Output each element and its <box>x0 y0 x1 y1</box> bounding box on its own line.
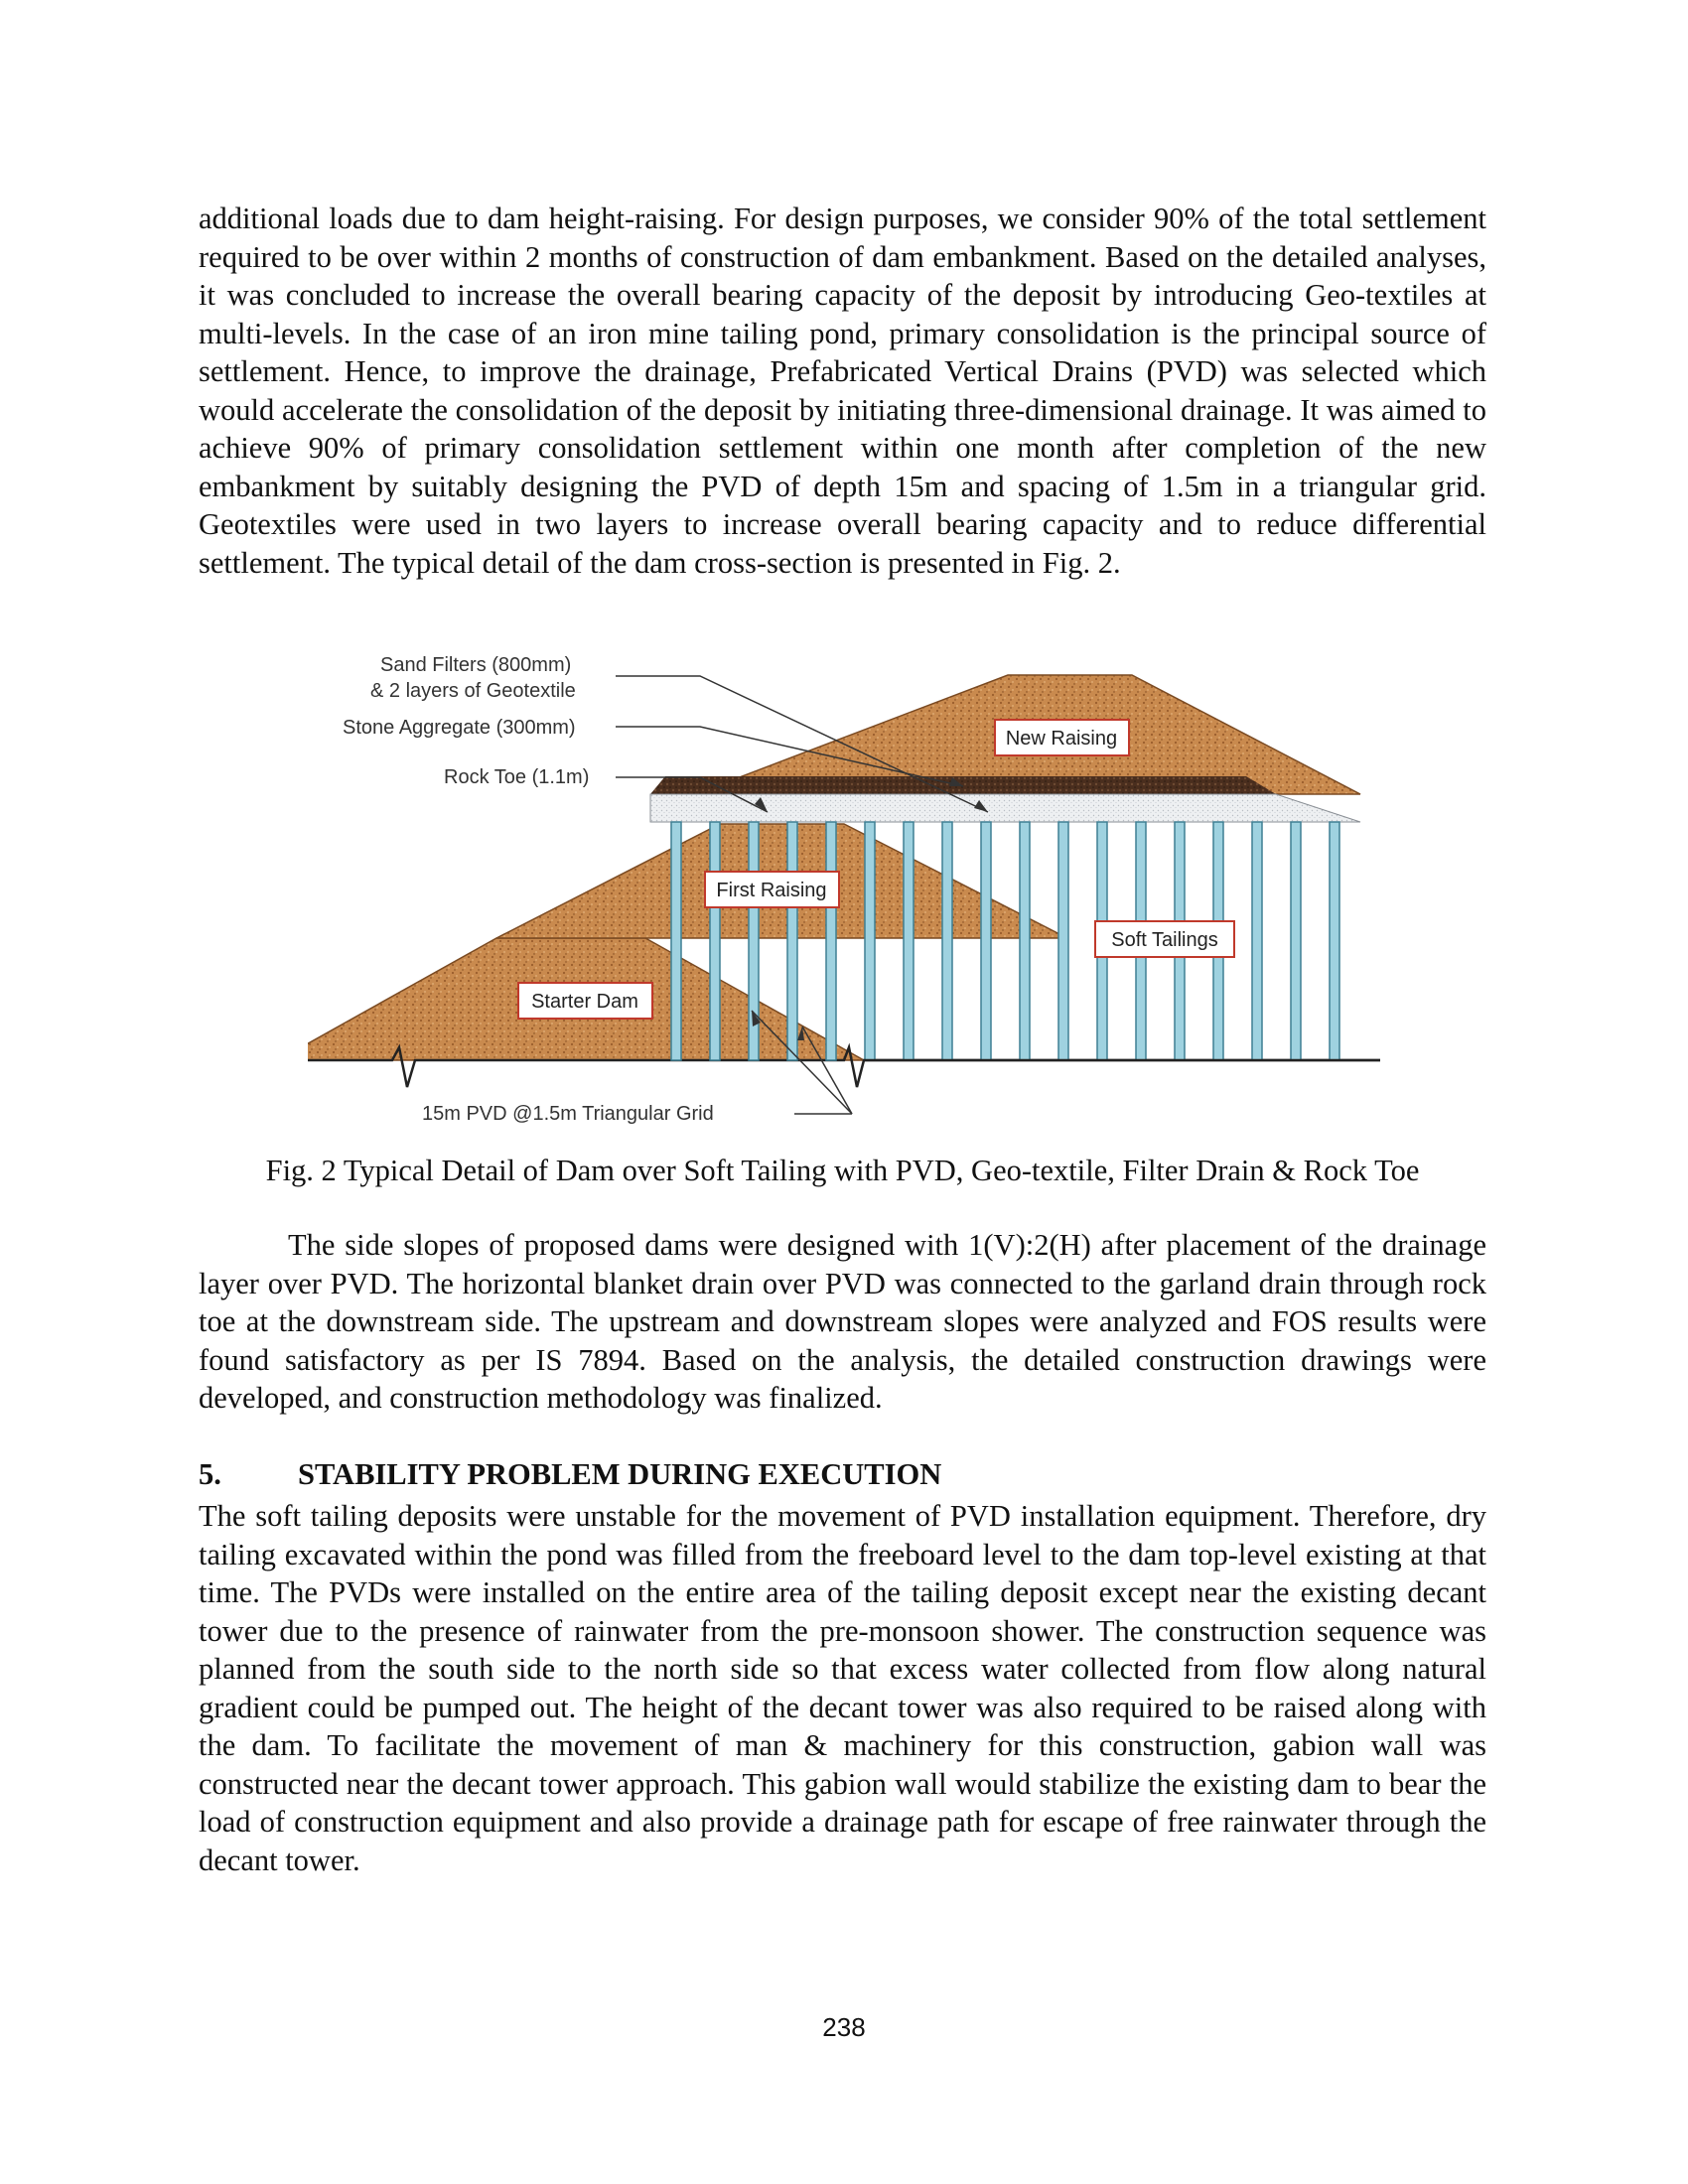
pvd-drain <box>1291 822 1301 1060</box>
figure-caption: Fig. 2 Typical Detail of Dam over Soft Tailing with PVD, Geo-textile, Filter Drain & Rock Toe <box>265 1154 1420 1187</box>
pvd-drain <box>1330 822 1339 1060</box>
section-heading <box>199 1455 941 1494</box>
label-stone-aggregate: Stone Aggregate (300mm) <box>343 717 576 739</box>
label-pvd: 15m PVD @1.5m Triangular Grid <box>422 1103 714 1125</box>
pvd-drain <box>671 822 681 1060</box>
label-new-raising: New Raising <box>1005 728 1118 750</box>
pvd-drain <box>1252 822 1262 1060</box>
paragraph-3: The soft tailing deposits were unstable for the movement of PVD installation equipment. Therefore, dry tailing excavated within the pond was filled from the freeboard level to the dam top-level existing at that time. The PVDs were installed on the entire area of the tailing deposit except near the existing decant tower due to the presence of rainwater from the pre-monsoon shower. The construction sequence was planned from the south side to the north side so that excess water collected from flow along natural gradient could be pumped out. The height of the decant tower was also required to be raised along with the dam. To facilitate the movement of man & machinery for this construction, gabion wall was constructed near the decant tower approach. This gabion wall would stabilize the existing dam to bear the load of construction equipment and also provide a drainage path for escape of free rainwater through the decant tower. <box>199 1499 1486 1877</box>
paragraph-2: The side slopes of proposed dams were designed with 1(V):2(H) after placement of the drainage layer over PVD. The horizontal blanket drain over PVD was connected to the garland drain through rock toe at the downstream side. The upstream and downstream slopes were analyzed and FOS results were found satisfactory as per IS 7894. Based on the analysis, the detailed construction drawings were developed, and construction methodology was finalized. <box>199 1228 1486 1415</box>
pvd-drain <box>710 822 720 1060</box>
label-soft-tailings: Soft Tailings <box>1111 929 1218 951</box>
label-starter-dam: Starter Dam <box>531 991 638 1013</box>
label-sand-filter-line1: Sand Filters (800mm) <box>380 654 572 676</box>
section-number: 5. <box>199 1457 221 1491</box>
pvd-drain <box>1020 822 1030 1060</box>
pvd-drain <box>865 822 875 1060</box>
pvd-drain <box>904 822 914 1060</box>
pvd-drain <box>942 822 952 1060</box>
paragraph-1: additional loads due to dam height-raising. For design purposes, we consider 90% of the total settlement required to be over within 2 months of construction of dam embankment. Based on the detailed analyses, it was concluded to increase the overall bearing capacity of the deposit by introducing Geo-textiles at multi-levels. In the case of an iron mine tailing pond, primary consolidation is the principal source of settlement. Hence, to improve the drainage, Prefabricated Vertical Drains (PVD) was selected which would accelerate the consolidation of the deposit by initiating three-dimensional drainage. It was aimed to achieve 90% of primary consolidation settlement within one month after completion of the new embankment by suitably designing the PVD of depth 15m and spacing of 1.5m in a triangular grid. Geotextiles were used in two layers to increase overall bearing capacity and to reduce differential settlement. The typical detail of the dam cross-section is presented in Fig. 2. <box>199 202 1486 580</box>
section-title: STABILITY PROBLEM DURING EXECUTION <box>298 1457 942 1491</box>
stone-aggregate-layer <box>650 776 1276 794</box>
label-rock-toe: Rock Toe (1.1m) <box>444 766 590 788</box>
pvd-drain <box>1058 822 1068 1060</box>
pvd-drain <box>787 822 797 1060</box>
dam-cross-section-figure <box>308 645 1390 1152</box>
pvd-drain <box>981 822 991 1060</box>
page-number: 238 <box>822 2012 866 2042</box>
pvd-drain <box>826 822 836 1060</box>
label-first-raising: First Raising <box>716 880 827 901</box>
sand-filter-layer <box>650 794 1360 822</box>
label-sand-filter-line2: & 2 layers of Geotextile <box>370 680 576 702</box>
